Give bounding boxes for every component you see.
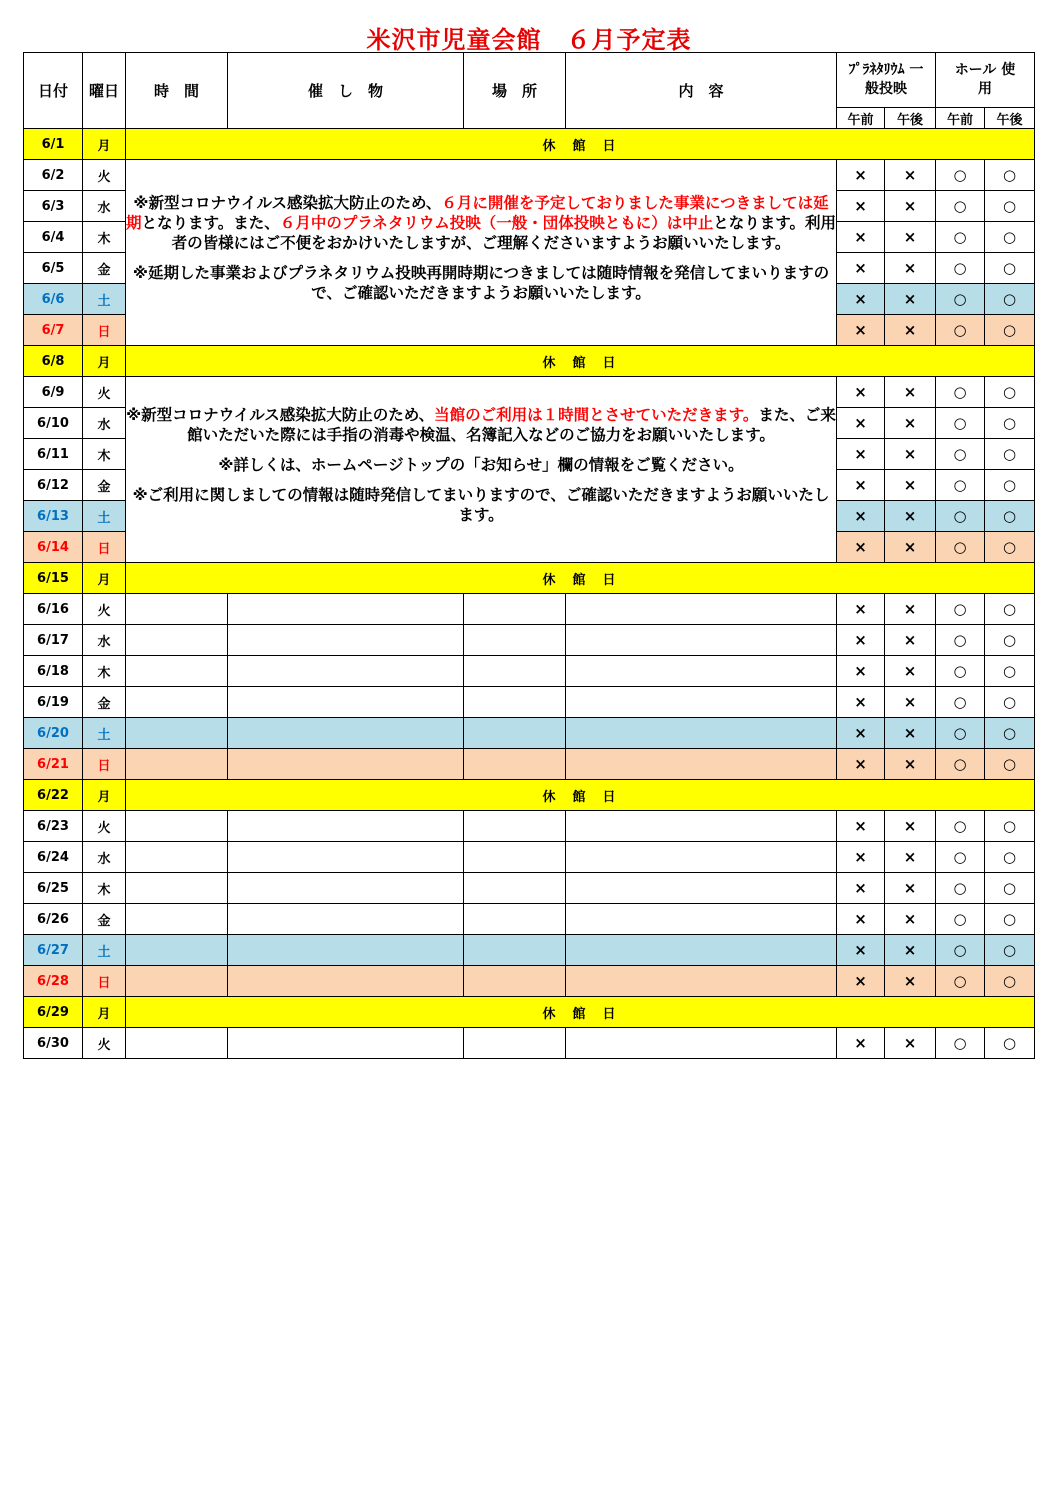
event-cell <box>228 687 464 718</box>
planetarium-am-status: × <box>837 1028 885 1059</box>
hall-pm-status: ○ <box>985 687 1035 718</box>
hall-pm-status: ○ <box>985 594 1035 625</box>
row-day-of-week: 月 <box>83 563 126 594</box>
hall-pm-status: ○ <box>985 470 1035 501</box>
hall-pm-status: ○ <box>985 439 1035 470</box>
hall-am-status: ○ <box>936 842 985 873</box>
planetarium-pm-status: × <box>885 625 936 656</box>
planetarium-pm-status: × <box>885 935 936 966</box>
hall-am-status: ○ <box>936 935 985 966</box>
hall-pm-status: ○ <box>985 501 1035 532</box>
hall-am-status: ○ <box>936 160 985 191</box>
hall-pm-status: ○ <box>985 222 1035 253</box>
content-cell <box>566 904 837 935</box>
table-row <box>24 997 1035 1028</box>
planetarium-am-status: × <box>837 935 885 966</box>
table-row <box>24 129 1035 160</box>
planetarium-am-status: × <box>837 439 885 470</box>
hall-am-status: ○ <box>936 687 985 718</box>
notice-highlight: ６月中のプラネタリウム投映（一般・団体投映ともに）は中止 <box>279 213 714 232</box>
header-event: 催 し 物 <box>228 53 464 129</box>
planetarium-am-status: × <box>837 160 885 191</box>
place-cell <box>464 625 566 656</box>
planetarium-pm-status: × <box>885 160 936 191</box>
hall-pm-status: ○ <box>985 408 1035 439</box>
planetarium-am-status: × <box>837 501 885 532</box>
place-cell <box>464 935 566 966</box>
row-day-of-week: 水 <box>83 625 126 656</box>
planetarium-pm-status: × <box>885 222 936 253</box>
row-day-of-week: 木 <box>83 656 126 687</box>
hall-pm-status: ○ <box>985 656 1035 687</box>
planetarium-am-status: × <box>837 284 885 315</box>
table-row <box>24 842 1035 873</box>
row-date: 6/13 <box>24 501 83 532</box>
notice-text: となります。また、 <box>141 213 280 232</box>
row-day-of-week: 金 <box>83 470 126 501</box>
place-cell <box>464 594 566 625</box>
table-row <box>24 160 1035 191</box>
table-row <box>24 749 1035 780</box>
notice-paragraph <box>126 193 836 253</box>
time-cell <box>126 842 228 873</box>
hall-am-status: ○ <box>936 811 985 842</box>
closed-day-label: 休 館 日 <box>126 563 1035 594</box>
place-cell <box>464 1028 566 1059</box>
planetarium-pm-status: × <box>885 439 936 470</box>
row-day-of-week: 金 <box>83 904 126 935</box>
hall-am-status: ○ <box>936 501 985 532</box>
planetarium-pm-status: × <box>885 594 936 625</box>
hall-pm-status: ○ <box>985 749 1035 780</box>
time-cell <box>126 1028 228 1059</box>
planetarium-pm-status: × <box>885 966 936 997</box>
row-day-of-week: 火 <box>83 1028 126 1059</box>
planetarium-am-status: × <box>837 811 885 842</box>
planetarium-am-status: × <box>837 315 885 346</box>
notice-highlight: 当館のご利用は１時間とさせていただきます。 <box>434 405 759 424</box>
row-day-of-week: 土 <box>83 718 126 749</box>
header-time: 時 間 <box>126 53 228 129</box>
row-date: 6/2 <box>24 160 83 191</box>
row-date: 6/3 <box>24 191 83 222</box>
row-date: 6/27 <box>24 935 83 966</box>
closed-day-label: 休 館 日 <box>126 997 1035 1028</box>
planetarium-am-status: × <box>837 532 885 563</box>
header-planetarium-pm: 午後 <box>885 108 936 129</box>
time-cell <box>126 873 228 904</box>
schedule-table <box>23 52 1035 1059</box>
hall-am-status: ○ <box>936 749 985 780</box>
hall-pm-status: ○ <box>985 873 1035 904</box>
time-cell <box>126 749 228 780</box>
table-row <box>24 377 1035 408</box>
place-cell <box>464 718 566 749</box>
hall-pm-status: ○ <box>985 904 1035 935</box>
row-date: 6/25 <box>24 873 83 904</box>
planetarium-am-status: × <box>837 687 885 718</box>
hall-am-status: ○ <box>936 284 985 315</box>
planetarium-pm-status: × <box>885 749 936 780</box>
row-date: 6/24 <box>24 842 83 873</box>
row-date: 6/28 <box>24 966 83 997</box>
place-cell <box>464 656 566 687</box>
hall-am-status: ○ <box>936 873 985 904</box>
hall-pm-status: ○ <box>985 935 1035 966</box>
table-row <box>24 625 1035 656</box>
planetarium-am-status: × <box>837 842 885 873</box>
place-cell <box>464 966 566 997</box>
notice-text: となります。利用者の皆様にはご不便をおかけいたしますが、ご理解くださいますようお願いいたします。 <box>171 213 836 252</box>
row-day-of-week: 日 <box>83 749 126 780</box>
time-cell <box>126 594 228 625</box>
planetarium-am-status: × <box>837 191 885 222</box>
header-place: 場 所 <box>464 53 566 129</box>
table-row <box>24 935 1035 966</box>
event-cell <box>228 749 464 780</box>
planetarium-am-status: × <box>837 966 885 997</box>
hall-pm-status: ○ <box>985 191 1035 222</box>
row-date: 6/1 <box>24 129 83 160</box>
hall-am-status: ○ <box>936 625 985 656</box>
planetarium-am-status: × <box>837 594 885 625</box>
row-date: 6/22 <box>24 780 83 811</box>
row-day-of-week: 日 <box>83 315 126 346</box>
notice-text: ※新型コロナウイルス感染拡大防止のため、 <box>133 193 442 212</box>
row-day-of-week: 土 <box>83 935 126 966</box>
planetarium-pm-status: × <box>885 687 936 718</box>
hall-am-status: ○ <box>936 253 985 284</box>
event-cell <box>228 811 464 842</box>
hall-am-status: ○ <box>936 470 985 501</box>
planetarium-pm-status: × <box>885 811 936 842</box>
planetarium-am-status: × <box>837 377 885 408</box>
time-cell <box>126 687 228 718</box>
planetarium-pm-status: × <box>885 191 936 222</box>
header-hall-am: 午前 <box>936 108 985 129</box>
hall-pm-status: ○ <box>985 532 1035 563</box>
event-cell <box>228 966 464 997</box>
content-cell <box>566 594 837 625</box>
row-day-of-week: 木 <box>83 222 126 253</box>
closed-day-label: 休 館 日 <box>126 346 1035 377</box>
content-cell <box>566 656 837 687</box>
header-planetarium-am: 午前 <box>837 108 885 129</box>
content-cell <box>566 718 837 749</box>
event-cell <box>228 842 464 873</box>
planetarium-pm-status: × <box>885 656 936 687</box>
row-date: 6/29 <box>24 997 83 1028</box>
time-cell <box>126 904 228 935</box>
content-cell <box>566 873 837 904</box>
place-cell <box>464 687 566 718</box>
planetarium-pm-status: × <box>885 408 936 439</box>
place-cell <box>464 842 566 873</box>
header-planetarium: ﾌﾟﾗﾈﾀﾘｳﾑ 一般投映 <box>837 53 936 108</box>
content-cell <box>566 811 837 842</box>
hall-pm-status: ○ <box>985 253 1035 284</box>
row-day-of-week: 水 <box>83 842 126 873</box>
planetarium-pm-status: × <box>885 842 936 873</box>
table-row <box>24 873 1035 904</box>
hall-pm-status: ○ <box>985 966 1035 997</box>
hall-am-status: ○ <box>936 222 985 253</box>
row-day-of-week: 水 <box>83 191 126 222</box>
event-cell <box>228 873 464 904</box>
hall-am-status: ○ <box>936 408 985 439</box>
planetarium-pm-status: × <box>885 532 936 563</box>
row-date: 6/15 <box>24 563 83 594</box>
table-row <box>24 966 1035 997</box>
hall-am-status: ○ <box>936 594 985 625</box>
hall-pm-status: ○ <box>985 160 1035 191</box>
time-cell <box>126 656 228 687</box>
notice-paragraph <box>126 485 836 525</box>
hall-am-status: ○ <box>936 904 985 935</box>
row-day-of-week: 木 <box>83 873 126 904</box>
row-date: 6/7 <box>24 315 83 346</box>
row-date: 6/26 <box>24 904 83 935</box>
table-row <box>24 563 1035 594</box>
content-cell <box>566 935 837 966</box>
row-date: 6/18 <box>24 656 83 687</box>
row-day-of-week: 日 <box>83 532 126 563</box>
content-cell <box>566 1028 837 1059</box>
row-date: 6/23 <box>24 811 83 842</box>
row-date: 6/6 <box>24 284 83 315</box>
row-day-of-week: 月 <box>83 129 126 160</box>
table-row <box>24 811 1035 842</box>
content-cell <box>566 687 837 718</box>
hall-am-status: ○ <box>936 191 985 222</box>
header-date: 日付 <box>24 53 83 129</box>
notice-paragraph <box>126 405 836 445</box>
row-day-of-week: 日 <box>83 966 126 997</box>
planetarium-pm-status: × <box>885 377 936 408</box>
hall-pm-status: ○ <box>985 625 1035 656</box>
place-cell <box>464 811 566 842</box>
hall-am-status: ○ <box>936 1028 985 1059</box>
notice-block <box>126 377 837 563</box>
schedule-body <box>24 129 1035 1059</box>
event-cell <box>228 1028 464 1059</box>
notice-highlight: ６月に開催を予定しておりました事業につきましては延期 <box>126 193 829 232</box>
planetarium-am-status: × <box>837 253 885 284</box>
planetarium-am-status: × <box>837 749 885 780</box>
page-title: 米沢市児童会館 ６月予定表 <box>366 26 692 54</box>
row-day-of-week: 火 <box>83 811 126 842</box>
hall-am-status: ○ <box>936 532 985 563</box>
closed-day-label: 休 館 日 <box>126 129 1035 160</box>
planetarium-pm-status: × <box>885 253 936 284</box>
row-day-of-week: 金 <box>83 253 126 284</box>
row-date: 6/9 <box>24 377 83 408</box>
hall-pm-status: ○ <box>985 284 1035 315</box>
hall-pm-status: ○ <box>985 842 1035 873</box>
planetarium-am-status: × <box>837 625 885 656</box>
table-row <box>24 687 1035 718</box>
place-cell <box>464 904 566 935</box>
notice-text: ※詳しくは、ホームページトップの「お知らせ」欄の情報をご覧ください。 <box>218 455 744 474</box>
row-date: 6/17 <box>24 625 83 656</box>
time-cell <box>126 625 228 656</box>
planetarium-pm-status: × <box>885 904 936 935</box>
closed-day-label: 休 館 日 <box>126 780 1035 811</box>
notice-text: また、ご来館いただいた際には手指の消毒や検温、名簿記入などのご協力をお願いいたします。 <box>187 405 836 444</box>
notice-text: ※ご利用に関しましての情報は随時発信してまいりますので、ご確認いただきますようお願いいたします。 <box>132 485 830 524</box>
hall-pm-status: ○ <box>985 1028 1035 1059</box>
row-date: 6/8 <box>24 346 83 377</box>
event-cell <box>228 594 464 625</box>
planetarium-pm-status: × <box>885 470 936 501</box>
hall-pm-status: ○ <box>985 315 1035 346</box>
hall-pm-status: ○ <box>985 718 1035 749</box>
time-cell <box>126 718 228 749</box>
notice-paragraph <box>126 263 836 303</box>
table-row <box>24 346 1035 377</box>
row-date: 6/16 <box>24 594 83 625</box>
hall-am-status: ○ <box>936 315 985 346</box>
content-cell <box>566 842 837 873</box>
hall-am-status: ○ <box>936 718 985 749</box>
header-hall-pm: 午後 <box>985 108 1035 129</box>
hall-am-status: ○ <box>936 377 985 408</box>
time-cell <box>126 811 228 842</box>
event-cell <box>228 625 464 656</box>
planetarium-am-status: × <box>837 222 885 253</box>
notice-block <box>126 160 837 346</box>
event-cell <box>228 656 464 687</box>
table-row <box>24 656 1035 687</box>
table-row <box>24 780 1035 811</box>
row-date: 6/11 <box>24 439 83 470</box>
planetarium-am-status: × <box>837 470 885 501</box>
row-day-of-week: 月 <box>83 346 126 377</box>
content-cell <box>566 966 837 997</box>
row-date: 6/5 <box>24 253 83 284</box>
planetarium-pm-status: × <box>885 1028 936 1059</box>
row-day-of-week: 火 <box>83 377 126 408</box>
row-day-of-week: 火 <box>83 594 126 625</box>
hall-pm-status: ○ <box>985 377 1035 408</box>
time-cell <box>126 966 228 997</box>
planetarium-am-status: × <box>837 904 885 935</box>
row-day-of-week: 月 <box>83 997 126 1028</box>
hall-am-status: ○ <box>936 439 985 470</box>
row-date: 6/20 <box>24 718 83 749</box>
row-day-of-week: 木 <box>83 439 126 470</box>
notice-text: ※延期した事業およびプラネタリウム投映再開時期につきましては随時情報を発信してまいりますので、ご確認いただきますようお願いいたします。 <box>132 263 830 302</box>
event-cell <box>228 718 464 749</box>
content-cell <box>566 749 837 780</box>
place-cell <box>464 873 566 904</box>
planetarium-am-status: × <box>837 873 885 904</box>
table-row <box>24 904 1035 935</box>
content-cell <box>566 625 837 656</box>
row-day-of-week: 土 <box>83 501 126 532</box>
row-day-of-week: 水 <box>83 408 126 439</box>
row-date: 6/30 <box>24 1028 83 1059</box>
hall-pm-status: ○ <box>985 811 1035 842</box>
header-dow: 曜日 <box>83 53 126 129</box>
table-row <box>24 718 1035 749</box>
row-date: 6/12 <box>24 470 83 501</box>
row-date: 6/4 <box>24 222 83 253</box>
hall-am-status: ○ <box>936 656 985 687</box>
table-row <box>24 594 1035 625</box>
row-date: 6/21 <box>24 749 83 780</box>
planetarium-pm-status: × <box>885 284 936 315</box>
planetarium-pm-status: × <box>885 315 936 346</box>
notice-text: ※新型コロナウイルス感染拡大防止のため、 <box>126 405 435 424</box>
planetarium-am-status: × <box>837 718 885 749</box>
row-day-of-week: 火 <box>83 160 126 191</box>
row-date: 6/10 <box>24 408 83 439</box>
hall-am-status: ○ <box>936 966 985 997</box>
row-date: 6/14 <box>24 532 83 563</box>
planetarium-pm-status: × <box>885 873 936 904</box>
row-date: 6/19 <box>24 687 83 718</box>
planetarium-pm-status: × <box>885 718 936 749</box>
table-row <box>24 1028 1035 1059</box>
event-cell <box>228 904 464 935</box>
header-hall: ホール 使用 <box>936 53 1035 108</box>
event-cell <box>228 935 464 966</box>
header-content: 内 容 <box>566 53 837 129</box>
time-cell <box>126 935 228 966</box>
planetarium-pm-status: × <box>885 501 936 532</box>
place-cell <box>464 749 566 780</box>
notice-paragraph <box>126 455 836 475</box>
planetarium-am-status: × <box>837 408 885 439</box>
row-day-of-week: 金 <box>83 687 126 718</box>
row-day-of-week: 土 <box>83 284 126 315</box>
planetarium-am-status: × <box>837 656 885 687</box>
row-day-of-week: 月 <box>83 780 126 811</box>
